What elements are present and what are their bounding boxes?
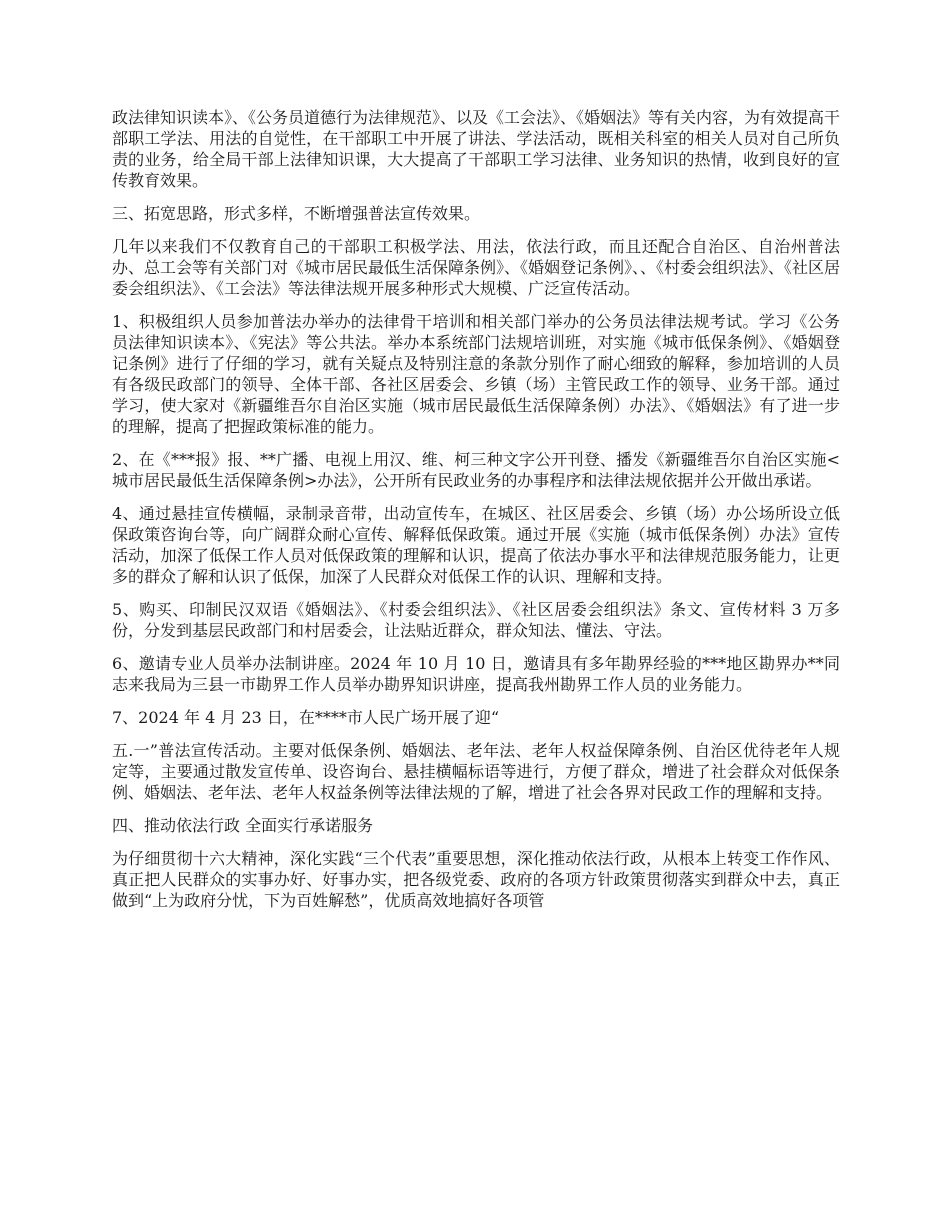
paragraph-may-day-campaign: 五.一”普法宣传活动。主要对低保条例、婚姻法、老年法、老年人权益保障条例、自治区优待老年人规定等，主要通过散发宣传单、设咨询台、悬挂横幅标语等进行，方便了群众，增进了社会群众对低保条例、婚姻法、老年法、老年人权益条例等法律法规的了解，增进了社会各界对民政工作的理解和支持。 <box>112 741 840 802</box>
list-item-4: 4、通过悬挂宣传横幅，录制录音带，出动宣传车，在城区、社区居委会、乡镇（场）办公场所设立低保政策咨询台等，向广阔群众耐心宣传、解释低保政策。通过开展《实施（城市低保条例）办法》宣传活动，加深了低保工作人员对低保政策的理解和认识，提高了依法办事水平和法律规范服务能力，让更多的群众了解和认识了低保，加深了人民群众对低保工作的认识、理解和支持。 <box>112 504 840 586</box>
section-heading-3: 三、拓宽思路，形式多样，不断增强普法宣传效果。 <box>112 204 481 223</box>
list-item-1: 1、积极组织人员参加普法办举办的法律骨干培训和相关部门举办的公务员法律法规考试。学习《公务员法律知识读本》、《宪法》等公共法。举办本系统部门法规培训班，对实施《城市低保条例》、《婚姻登记条例》进行了仔细的学习，就有关疑点及特别注意的条款分别作了耐心细致的解释，参加培训的人员有各级民政部门的领导、全体干部、各社区居委会、乡镇（场）主管民政工作的领导、业务干部。通过学习，使大家对《新疆维吾尔自治区实施（城市居民最低生活保障条例）办法》、《婚姻法》有了进一步的理解，提高了把握政策标准的能力。 <box>112 312 840 436</box>
paragraph-section-4-body: 为仔细贯彻十六大精神，深化实践“三个代表”重要思想，深化推动依法行政，从根本上转变工作作风、真正把人民群众的实事办好、好事办实，把各级党委、政府的各项方针政策贯彻落实到群众中去，真正做到“上为政府分忧，下为百姓解愁”，优质高效地搞好各项管 <box>112 849 840 910</box>
list-item-2: 2、在《***报》报、**广播、电视上用汉、维、柯三种文字公开刊登、播发《新疆维吾尔自治区实施<城市居民最低生活保障条例>办法》，公开所有民政业务的办事程序和法律法规依据并公开做出承诺。 <box>112 450 840 490</box>
document-body <box>112 107 840 923</box>
list-item-6: 6、邀请专业人员举办法制讲座。2024 年 10 月 10 日，邀请具有多年勘界经验的***地区勘界办**同志来我局为三县一市勘界工作人员举办勘界知识讲座，提高我州勘界工作人员的业务能力。 <box>112 654 840 694</box>
list-item-5: 5、购买、印制民汉双语《婚姻法》、《村委会组织法》、《社区居委会组织法》条文、宣传材料 3 万多份，分发到基层民政部门和村居委会，让法贴近群众，群众知法、懂法、守法。 <box>112 600 840 640</box>
section-heading-4: 四、推动依法行政 全面实行承诺服务 <box>112 816 374 835</box>
paragraph-section-3-overview: 几年以来我们不仅教育自己的干部职工积极学法、用法，依法行政，而且还配合自治区、自治州普法办、总工会等有关部门对《城市居民最低生活保障条例》、《婚姻登记条例》、、《村委会组织法》、《社区居委会组织法》、《工会法》等法律法规开展多种形式大规模、广泛宣传活动。 <box>112 237 841 298</box>
list-item-7: 7、2024 年 4 月 23 日，在****市人民广场开展了迎“ <box>112 708 500 727</box>
paragraph-intro-continued: 政法律知识读本》、《公务员道德行为法律规范》、以及《工会法》、《婚姻法》等有关内容，为有效提高干部职工学法、用法的自觉性，在干部职工中开展了讲法、学法活动，既相关科室的相关人员对自己所负责的业务，给全局干部上法律知识课，大大提高了干部职工学习法律、业务知识的热情，收到良好的宣传教育效果。 <box>112 108 841 190</box>
